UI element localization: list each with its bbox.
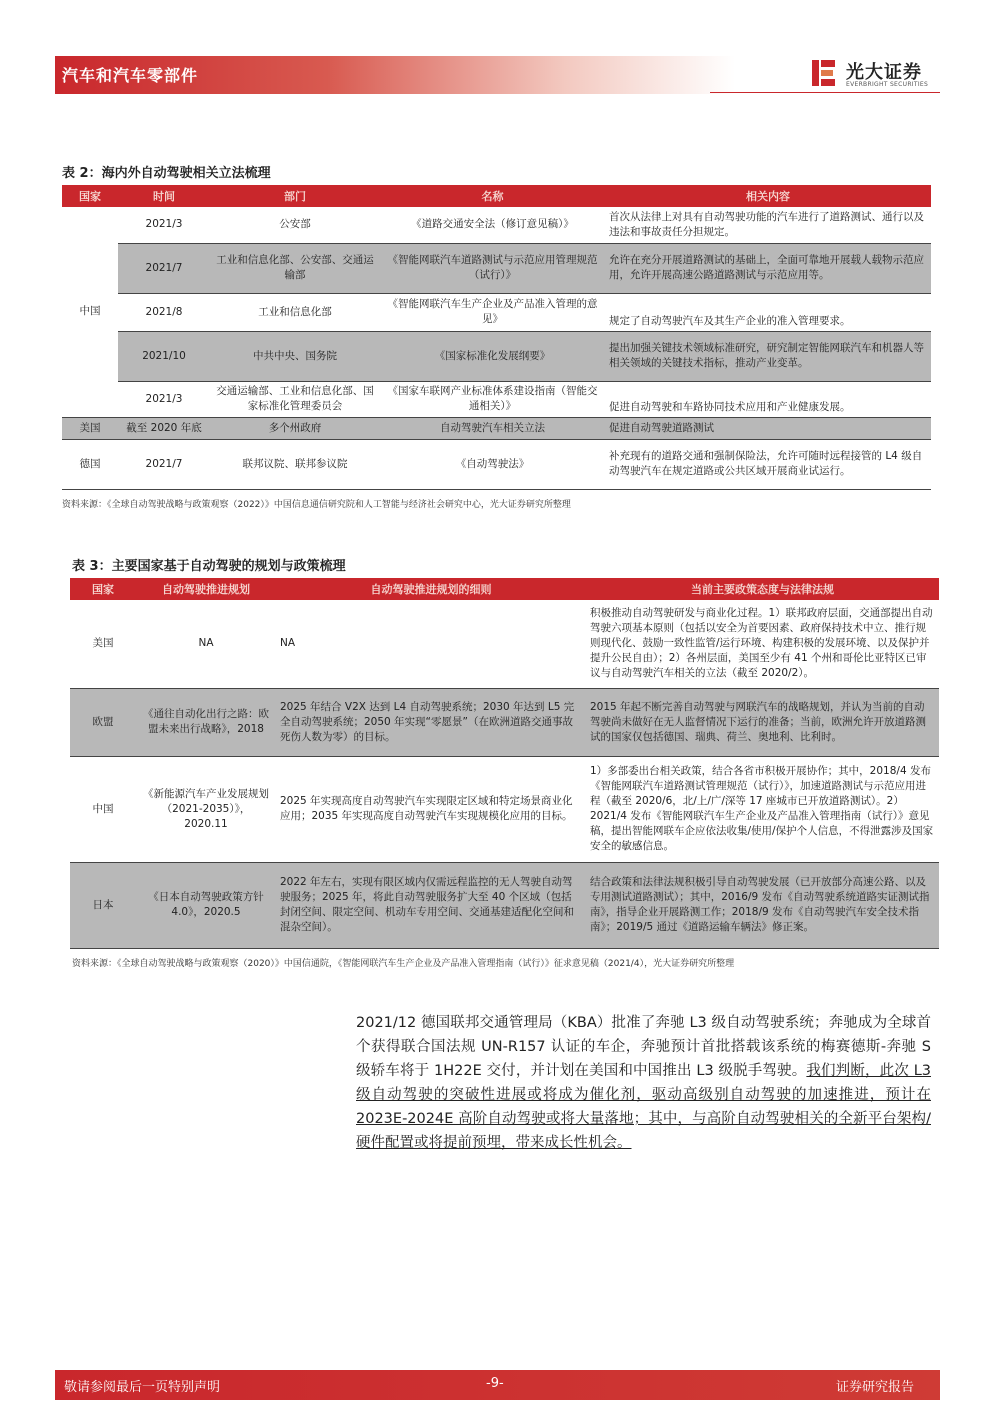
table3-header-cell: 自动驾驶推进规划 bbox=[136, 578, 276, 600]
footer-disclaimer: 敬请参阅最后一页特别声明 bbox=[64, 1380, 221, 1395]
table-cell: 2021/7 bbox=[118, 243, 210, 293]
table2 bbox=[62, 185, 931, 490]
table-row bbox=[70, 862, 939, 948]
table-row bbox=[70, 756, 939, 862]
table-cell-country: 德国 bbox=[62, 439, 118, 489]
table2-header-cell: 部门 bbox=[210, 185, 380, 207]
table-row bbox=[62, 243, 931, 293]
table-cell-country: 日本 bbox=[70, 862, 136, 948]
section-title: 汽车和汽车零部件 bbox=[62, 66, 199, 85]
table2-header-cell: 名称 bbox=[380, 185, 605, 207]
table-cell: 截至 2020 年底 bbox=[118, 417, 210, 439]
table-row bbox=[62, 293, 931, 331]
table-cell: 公安部 bbox=[210, 207, 380, 243]
table-cell: 联邦议院、联邦参议院 bbox=[210, 439, 380, 489]
table3-header-row bbox=[70, 578, 939, 600]
table-cell: 2021/7 bbox=[118, 439, 210, 489]
table3-header-cell: 国家 bbox=[70, 578, 136, 600]
table3-source: 资料来源：《全球自动驾驶战略与政策观察（2020）》中国信通院，《智能网联汽车生产企业及产品准入管理指南（试行）》征求意见稿（2021/4），光大证券研究所整理 bbox=[72, 959, 735, 969]
table2-header-cell: 相关内容 bbox=[605, 185, 931, 207]
table-cell: 促进自动驾驶道路测试 bbox=[605, 417, 931, 439]
table-cell: 《通往自动化出行之路：欧盟未来出行战略》，2018 bbox=[136, 688, 276, 756]
table2-caption: 表 2：海内外自动驾驶相关立法梳理 bbox=[62, 166, 271, 181]
table-row bbox=[70, 600, 939, 688]
table2-header-row bbox=[62, 185, 931, 207]
table-cell: 2025 年实现高度自动驾驶汽车实现限定区域和特定场景商业化应用；2035 年实现高度自动驾驶汽车实现规模化应用的目标。 bbox=[276, 756, 586, 862]
table-cell: 《智能网联汽车生产企业及产品准入管理的意见》 bbox=[380, 293, 605, 331]
everbright-logo-icon bbox=[810, 58, 838, 88]
table-row bbox=[70, 688, 939, 756]
table3-header-cell: 自动驾驶推进规划的细则 bbox=[276, 578, 586, 600]
table-cell: 2021/3 bbox=[118, 207, 210, 243]
table-cell: 中共中央、国务院 bbox=[210, 331, 380, 381]
table-cell: 《自动驾驶法》 bbox=[380, 439, 605, 489]
table-cell-country: 欧盟 bbox=[70, 688, 136, 756]
table-cell-country: 中国 bbox=[70, 756, 136, 862]
table-cell: 《道路交通安全法（修订意见稿）》 bbox=[380, 207, 605, 243]
table-row bbox=[62, 331, 931, 381]
paragraph-underlined-text: 我们判断，此次 L3 级自动驾驶的突破性进展或将成为催化剂，驱动高级别自动驾驶的加速推进，预计在 2023E-2024E 高阶自动驾驶或将大量落地；其中，与高阶自动驾驶相关的全新平台架构/硬件配置或将提前预埋，带来成长性机会。 bbox=[356, 1063, 931, 1151]
table-cell: 积极推动自动驾驶研发与商业化过程。1）联邦政府层面，交通部提出自动驾驶六项基本原则（包括以安全为首要因素、政府保持技术中立、推行规则现代化、鼓励一致性监管/运行环境、构建积极的发展环境、以及保护并提升公民自由）；2）各州层面，美国至少有 41 个州和哥伦比亚特区已审议与自动驾驶汽车相关的立法（截至 2020/2）。 bbox=[586, 600, 939, 688]
table-cell-country: 美国 bbox=[62, 417, 118, 439]
paragraph-plain-text: 2021/12 德国联邦交通管理局（KBA）批准了奔驰 L3 级自动驾驶系统；奔驰成为全球首个获得联合国法规 UN-R157 认证的车企，奔驰预计首批搭载该系统的梅赛德斯-奔驰 S 级轿车将于 1H22E 交付，并计划在美国和中国推出 L3 级脱手驾驶。 bbox=[356, 1015, 931, 1079]
table-cell: 促进自动驾驶和车路协同技术应用和产业健康发展。 bbox=[605, 381, 931, 417]
table-cell: 交通运输部、工业和信息化部、国家标准化管理委员会 bbox=[210, 381, 380, 417]
table-cell: 2021/8 bbox=[118, 293, 210, 331]
table-cell: 2022 年左右，实现有限区域内仅需远程监控的无人驾驶自动驾驶服务；2025 年，将此自动驾驶服务扩大至 40 个区域（包括封闭空间、限定空间、机动车专用空间、交通基建适配化空间和混杂空间）。 bbox=[276, 862, 586, 948]
table3-header-cell: 当前主要政策态度与法律法规 bbox=[586, 578, 939, 600]
brand-name: 光大证券 bbox=[846, 62, 922, 83]
table3-caption: 表 3：主要国家基于自动驾驶的规划与政策梳理 bbox=[72, 559, 346, 574]
header-rule bbox=[710, 92, 940, 93]
table-cell: 补充现有的道路交通和强制保险法，允许可随时远程接管的 L4 级自动驾驶汽车在规定道路或公共区域开展商业试运行。 bbox=[605, 439, 931, 489]
table-cell: 结合政策和法律法规积极引导自动驾驶发展（已开放部分高速公路、以及专用测试道路测试）；其中，2016/9 发布《自动驾驶系统道路实证测试指南》，指导企业开展路测工作；2018/9 发布《自动驾驶汽车安全技术指南》；2019/5 通过《道路运输车辆法》修正案。 bbox=[586, 862, 939, 948]
table-cell: NA bbox=[136, 600, 276, 688]
table-cell-country: 美国 bbox=[70, 600, 136, 688]
table-cell: 允许在充分开展道路测试的基础上，全面可靠地开展载人载物示范应用，允许开展高速公路道路测试与示范应用等。 bbox=[605, 243, 931, 293]
table-cell: 1）多部委出台相关政策，结合各省市积极开展协作；其中，2018/4 发布《智能网联汽车道路测试管理规范（试行）》，加速道路测试与示范应用进程（截至 2020/6，北/上/广/深等 17 座城市已开放道路测试）。2）2021/4 发布《智能网联汽车生产企业及产品准入管理指南（试行）》意见稿，提出智能网联车企应依法收集/使用/保护个人信息，不得泄露涉及国家安全的敏感信息。 bbox=[586, 756, 939, 862]
table-cell: 2025 年结合 V2X 达到 L4 自动驾驶系统；2030 年达到 L5 完全自动驾驶系统；2050 年实现“零愿景”（在欧洲道路交通事故死伤人数为零）的目标。 bbox=[276, 688, 586, 756]
table-row bbox=[62, 439, 931, 489]
table-cell: 多个州政府 bbox=[210, 417, 380, 439]
footer-report-type: 证券研究报告 bbox=[836, 1380, 915, 1395]
table-row bbox=[62, 417, 931, 439]
brand-name-en: EVERBRIGHT SECURITIES bbox=[846, 81, 929, 88]
table-cell: 2021/3 bbox=[118, 381, 210, 417]
table-cell: NA bbox=[276, 600, 586, 688]
table-cell: 《国家车联网产业标准体系建设指南（智能交通相关）》 bbox=[380, 381, 605, 417]
table-cell: 《国家标准化发展纲要》 bbox=[380, 331, 605, 381]
table-cell: 首次从法律上对具有自动驾驶功能的汽车进行了道路测试、通行以及违法和事故责任分担规定。 bbox=[605, 207, 931, 243]
table-cell: 2021/10 bbox=[118, 331, 210, 381]
table-cell: 2015 年起不断完善自动驾驶与网联汽车的战略规划，并认为当前的自动驾驶尚未做好在无人监督情况下运行的准备；当前，欧洲允许开放道路测试的国家仅包括德国、瑞典、荷兰、奥地利、比利时。 bbox=[586, 688, 939, 756]
body-paragraph bbox=[356, 1011, 931, 1155]
table2-header-cell: 国家 bbox=[62, 185, 118, 207]
table2-source: 资料来源：《全球自动驾驶战略与政策观察（2022）》中国信息通信研究院和人工智能与经济社会研究中心，光大证券研究所整理 bbox=[62, 500, 571, 510]
table3 bbox=[70, 578, 939, 949]
table-cell: 《智能网联汽车道路测试与示范应用管理规范（试行）》 bbox=[380, 243, 605, 293]
table-row bbox=[62, 207, 931, 243]
page-number: -9- bbox=[486, 1376, 504, 1391]
table-cell: 《日本自动驾驶政策方针 4.0》，2020.5 bbox=[136, 862, 276, 948]
table-cell: 《新能源汽车产业发展规划（2021-2035）》，2020.11 bbox=[136, 756, 276, 862]
table-cell-country: 中国 bbox=[62, 207, 118, 417]
table-cell: 工业和信息化部 bbox=[210, 293, 380, 331]
table-cell: 工业和信息化部、公安部、交通运输部 bbox=[210, 243, 380, 293]
table-cell: 自动驾驶汽车相关立法 bbox=[380, 417, 605, 439]
table-cell: 规定了自动驾驶汽车及其生产企业的准入管理要求。 bbox=[605, 293, 931, 331]
table-cell: 提出加强关键技术领域标准研究，研究制定智能网联汽车和机器人等相关领域的关键技术指标，推动产业变革。 bbox=[605, 331, 931, 381]
table-row bbox=[62, 381, 931, 417]
table2-header-cell: 时间 bbox=[118, 185, 210, 207]
